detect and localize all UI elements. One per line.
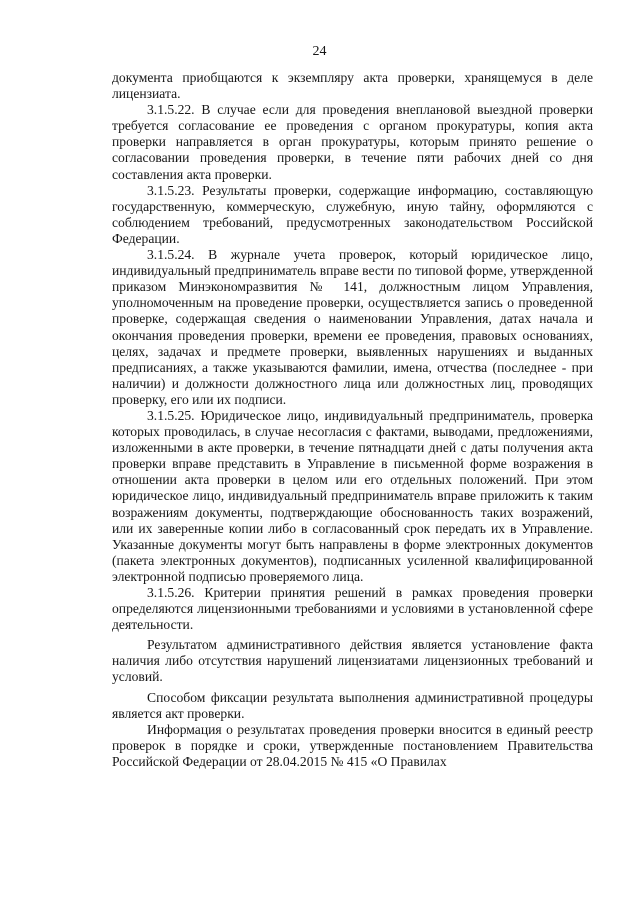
paragraph-3-1-5-22: 3.1.5.22. В случае если для проведения внеплановой выездной проверки требуется согласование ее проведения с органом прокуратуры, копия акта проверки направляется в орган прокуратуры, которым принято решение о согласовании проведения проверки, в течение пяти рабочих дней со дня составления акта проверки. bbox=[112, 102, 593, 182]
paragraph-3-1-5-25: 3.1.5.25. Юридическое лицо, индивидуальный предприниматель, проверка которых проводилась, в случае несогласия с фактами, выводами, предложениями, изложенными в акте проверки, в течение пятнадцати дней с даты получения акта проверки вправе представить в Управление в письменной форме возражения в отношении акта проверки в целом или его отдельных положений. При этом юридическое лицо, индивидуальный предприниматель вправе приложить к таким возражениям документы, подтверждающие обоснованность таких возражений, или их заверенные копии либо в согласованный срок передать их в Управление. Указанные документы могут быть направлены в форме электронных документов (пакета электронных документов), подписанных усиленной квалифицированной электронной подписью проверяемого лица. bbox=[112, 407, 593, 584]
page-number: 24 bbox=[312, 44, 327, 59]
paragraph-registry-info: Информация о результатах проведения проверки вносится в единый реестр проверок в порядке и сроки, утвержденные постановлением Правительства Российской Федерации от 28.04.2015 № 415 «О Правилах bbox=[112, 721, 593, 769]
paragraph-3-1-5-24: 3.1.5.24. В журнале учета проверок, который юридическое лицо, индивидуальный предприниматель вправе вести по типовой форме, утвержденной приказом Минэкономразвития № 141, должностным лицом Управления, уполномоченным на проведение проверки, осуществляется запись о проведенной проверке, содержащая сведения о наименовании Управления, датах начала и окончания проведения проверки, времени ее проведения, правовых основаниях, целях, задачах и предмете проверки, выявленных нарушениях и выданных предписаниях, а также указываются фамилии, имена, отчества (последнее - при наличии) и должности должностного лица или должностных лиц, проводящих проверку, его или их подписи. bbox=[112, 247, 593, 407]
paragraph-3-1-5-26: 3.1.5.26. Критерии принятия решений в рамках проведения проверки определяются лицензионными требованиями и условиями в установленной сфере деятельности. bbox=[112, 585, 593, 633]
paragraph-3-1-5-23: 3.1.5.23. Результаты проверки, содержащие информацию, составляющую государственную, коммерческую, служебную, иную тайну, оформляются с соблюдением требований, предусмотренных законодательством Российской Федерации. bbox=[112, 182, 593, 246]
paragraph-fixation-method: Способом фиксации результата выполнения административной процедуры является акт проверки. bbox=[112, 689, 593, 721]
paragraph-continuation: документа приобщаются к экземпляру акта проверки, хранящемуся в деле лицензиата. bbox=[112, 70, 593, 102]
document-body bbox=[112, 70, 593, 770]
paragraph-result: Результатом административного действия является установление факта наличия либо отсутствия нарушений лицензиатами лицензионных требований и условий. bbox=[112, 637, 593, 685]
